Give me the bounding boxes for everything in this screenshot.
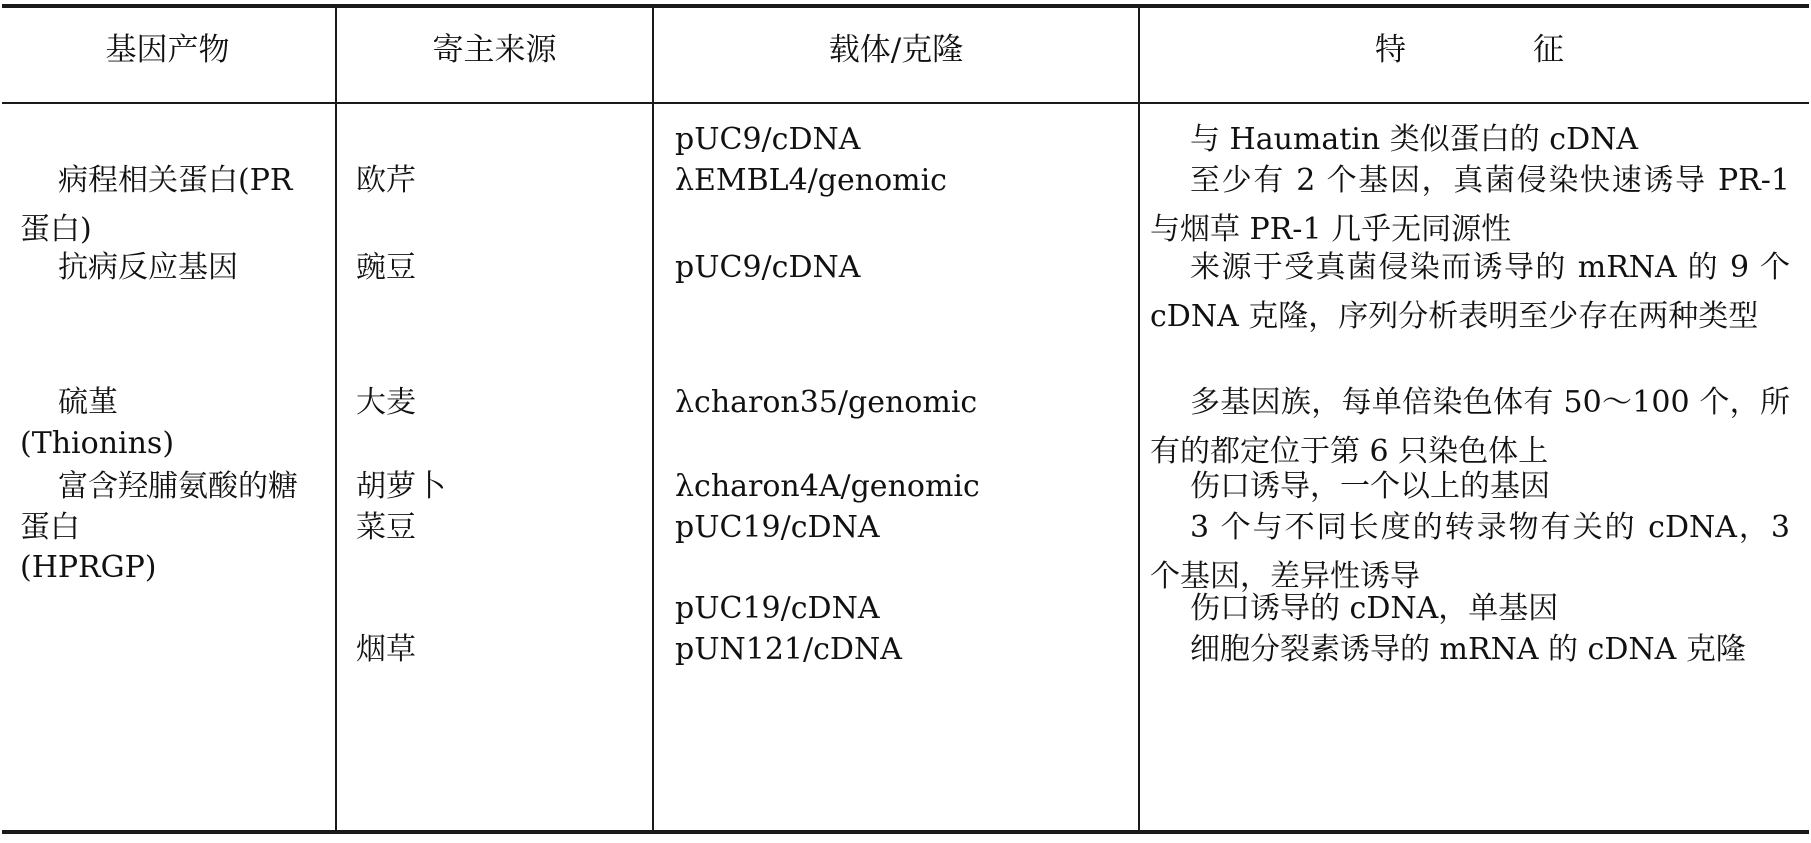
header-product: 基因产物 (105, 32, 230, 68)
host-cell: 豌豆 (356, 250, 416, 285)
product-cell: 富含羟脯氨酸的糖 (58, 469, 298, 504)
column-divider (1138, 8, 1140, 832)
feature-cell: 3 个与不同长度的转录物有关的 cDNA，3 个基因，差异性诱导 (1150, 510, 1790, 594)
host-cell: 烟草 (356, 632, 416, 667)
product-cell-cont: (HPRGP) (20, 550, 157, 585)
column-divider (335, 8, 337, 832)
product-cell-cont: 蛋白) (20, 212, 92, 247)
product-cell: 病程相关蛋白(PR (58, 163, 293, 198)
header-feature-char-2: 征 (1533, 32, 1564, 68)
vector-cell: pUC19/cDNA (675, 510, 880, 545)
vector-cell: pUC9/cDNA (675, 122, 861, 157)
host-cell: 胡萝卜 (356, 469, 446, 504)
header-vector: 载体/克隆 (828, 32, 964, 68)
vector-cell: λcharon4A/genomic (675, 469, 980, 504)
feature-cell: 与 Haumatin 类似蛋白的 cDNA (1190, 122, 1639, 157)
header-host: 寄主来源 (432, 32, 557, 68)
feature-cell: 多基因族，每单倍染色体有 50～100 个，所有的都定位于第 6 只染色体上 (1150, 385, 1790, 469)
host-cell: 大麦 (356, 385, 416, 420)
product-cell-cont: (Thionins) (20, 426, 175, 461)
vector-cell: λcharon35/genomic (675, 385, 978, 420)
product-cell: 抗病反应基因 (58, 250, 238, 285)
column-divider (652, 8, 654, 832)
feature-cell: 来源于受真菌侵染而诱导的 mRNA 的 9 个 cDNA 克隆，序列分析表明至少存在两种类型 (1150, 250, 1790, 334)
feature-cell: 细胞分裂素诱导的 mRNA 的 cDNA 克隆 (1190, 632, 1746, 667)
header-feature-char-1: 特 (1375, 32, 1406, 68)
product-cell-cont: 蛋白 (20, 510, 80, 545)
table-bottom-rule (2, 830, 1809, 834)
host-cell: 欧芹 (356, 163, 416, 198)
product-cell: 硫堇 (58, 385, 118, 420)
vector-cell: pUC19/cDNA (675, 591, 880, 626)
feature-cell: 至少有 2 个基因，真菌侵染快速诱导 PR-1 与烟草 PR-1 几乎无同源性 (1150, 163, 1790, 247)
vector-cell: λEMBL4/genomic (675, 163, 947, 198)
feature-cell: 伤口诱导，一个以上的基因 (1190, 469, 1550, 504)
vector-cell: pUN121/cDNA (675, 632, 902, 667)
table-header-rule (2, 102, 1809, 104)
feature-cell: 伤口诱导的 cDNA，单基因 (1190, 591, 1559, 626)
table-top-rule (2, 4, 1809, 8)
vector-cell: pUC9/cDNA (675, 250, 861, 285)
host-cell: 菜豆 (356, 510, 416, 545)
